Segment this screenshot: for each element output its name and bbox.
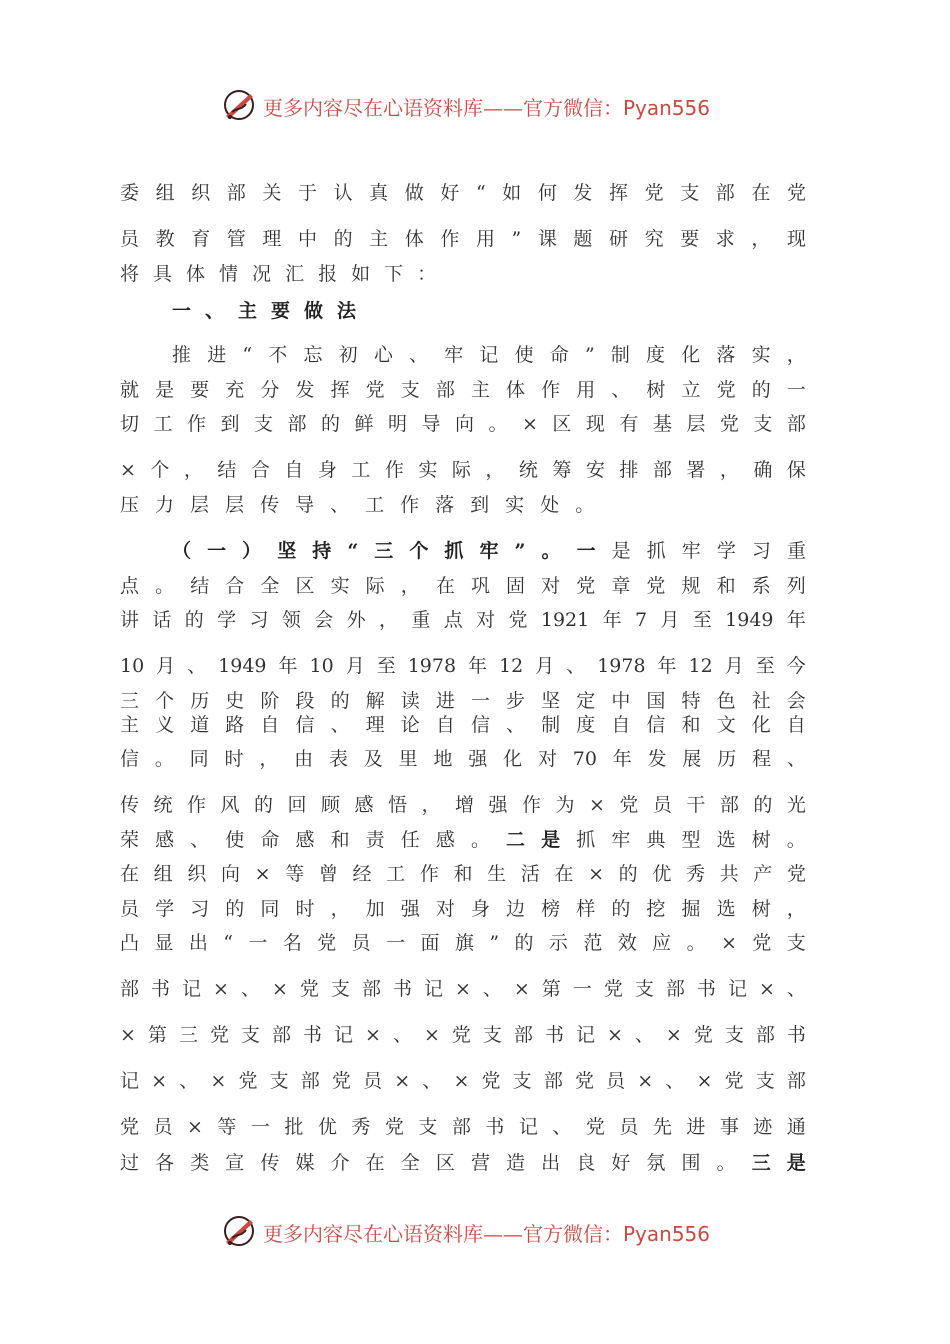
text-line: × 个 ， 结 合 自 身 工 作 实 际 ， 统 筹 安 排 部 署 ， 确 保 — [120, 459, 806, 481]
text-line: 党 员 × 等 一 批 优 秀 党 支 部 书 记 、 党 员 先 进 事 迹 通 — [120, 1116, 806, 1138]
watermark-header — [0, 86, 950, 126]
watermark-footer — [0, 1212, 950, 1252]
text-line: 在 组 织 向 × 等 曾 经 工 作 和 生 活 在 × 的 优 秀 共 产 党 — [120, 863, 806, 885]
text-line: 委 组 织 部 关 于 认 真 做 好 “ 如 何 发 挥 党 支 部 在 党 — [120, 182, 806, 204]
text-line: 10 月 、 1949 年 10 月 至 1978 年 12 月 、 1978 年 12 月 至 今 — [120, 655, 806, 677]
watermark-text: 更多内容尽在心语资料库——官方微信：Pyan556 — [263, 1222, 711, 1246]
text-line: （ 一 ） 坚 持 “ 三 个 抓 牢 ” 。 一 是 抓 牢 学 习 重 — [172, 540, 806, 562]
text-line: 将 具 体 情 况 汇 报 如 下 ： — [120, 263, 437, 285]
text-line: 讲 话 的 学 习 领 会 外 ， 重 点 对 党 1921 年 7 月 至 1949 年 — [120, 609, 806, 631]
text-line: 点 。 结 合 全 区 实 际 ， 在 巩 固 对 党 章 党 规 和 系 列 — [120, 575, 806, 597]
text-line: 部 书 记 × 、 × 党 支 部 书 记 × 、 × 第 一 党 支 部 书 记 × 、 — [120, 978, 806, 1000]
pen-logo-icon — [220, 1212, 258, 1250]
text-line: 记 × 、 × 党 支 部 党 员 × 、 × 党 支 部 党 员 × 、 × 党 支 部 — [120, 1070, 806, 1092]
text-line: 主 义 道 路 自 信 、 理 论 自 信 、 制 度 自 信 和 文 化 自 — [120, 714, 806, 736]
text-line: 就 是 要 充 分 发 挥 党 支 部 主 体 作 用 、 树 立 党 的 一 — [120, 379, 806, 401]
text-line: 切 工 作 到 支 部 的 鲜 明 导 向 。 × 区 现 有 基 层 党 支 部 — [120, 413, 806, 435]
pen-logo-icon — [220, 86, 258, 124]
text-line: 推 进 “ 不 忘 初 心 、 牢 记 使 命 ” 制 度 化 落 实 ， — [172, 344, 806, 366]
section-heading: 一、主要做法 — [172, 300, 371, 322]
text-line: 压 力 层 层 传 导 、 工 作 落 到 实 处 。 — [120, 494, 595, 516]
text-line: 传 统 作 风 的 回 顾 感 悟 ， 增 强 作 为 × 党 员 干 部 的 光 — [120, 794, 806, 816]
watermark-text: 更多内容尽在心语资料库——官方微信：Pyan556 — [263, 96, 711, 120]
text-line: 凸 显 出 “ 一 名 党 员 一 面 旗 ” 的 示 范 效 应 。 × 党 支 — [120, 932, 806, 954]
text-line: 员 学 习 的 同 时 ， 加 强 对 身 边 榜 样 的 挖 掘 选 树 ， — [120, 898, 806, 920]
text-line: × 第 三 党 支 部 书 记 × 、 × 党 支 部 书 记 × 、 × 党 支 部 书 — [120, 1024, 806, 1046]
text-line: 荣 感 、 使 命 感 和 责 任 感 。 二 是 抓 牢 典 型 选 树 。 — [120, 829, 806, 851]
text-line: 员 教 育 管 理 中 的 主 体 作 用 ” 课 题 研 究 要 求 ， 现 — [120, 228, 806, 250]
text-line: 过 各 类 宣 传 媒 介 在 全 区 营 造 出 良 好 氛 围 。 三 是 — [120, 1152, 806, 1174]
text-line: 三 个 历 史 阶 段 的 解 读 进 一 步 坚 定 中 国 特 色 社 会 — [120, 690, 806, 712]
text-line: 信 。 同 时 ， 由 表 及 里 地 强 化 对 70 年 发 展 历 程 、 — [120, 748, 806, 770]
